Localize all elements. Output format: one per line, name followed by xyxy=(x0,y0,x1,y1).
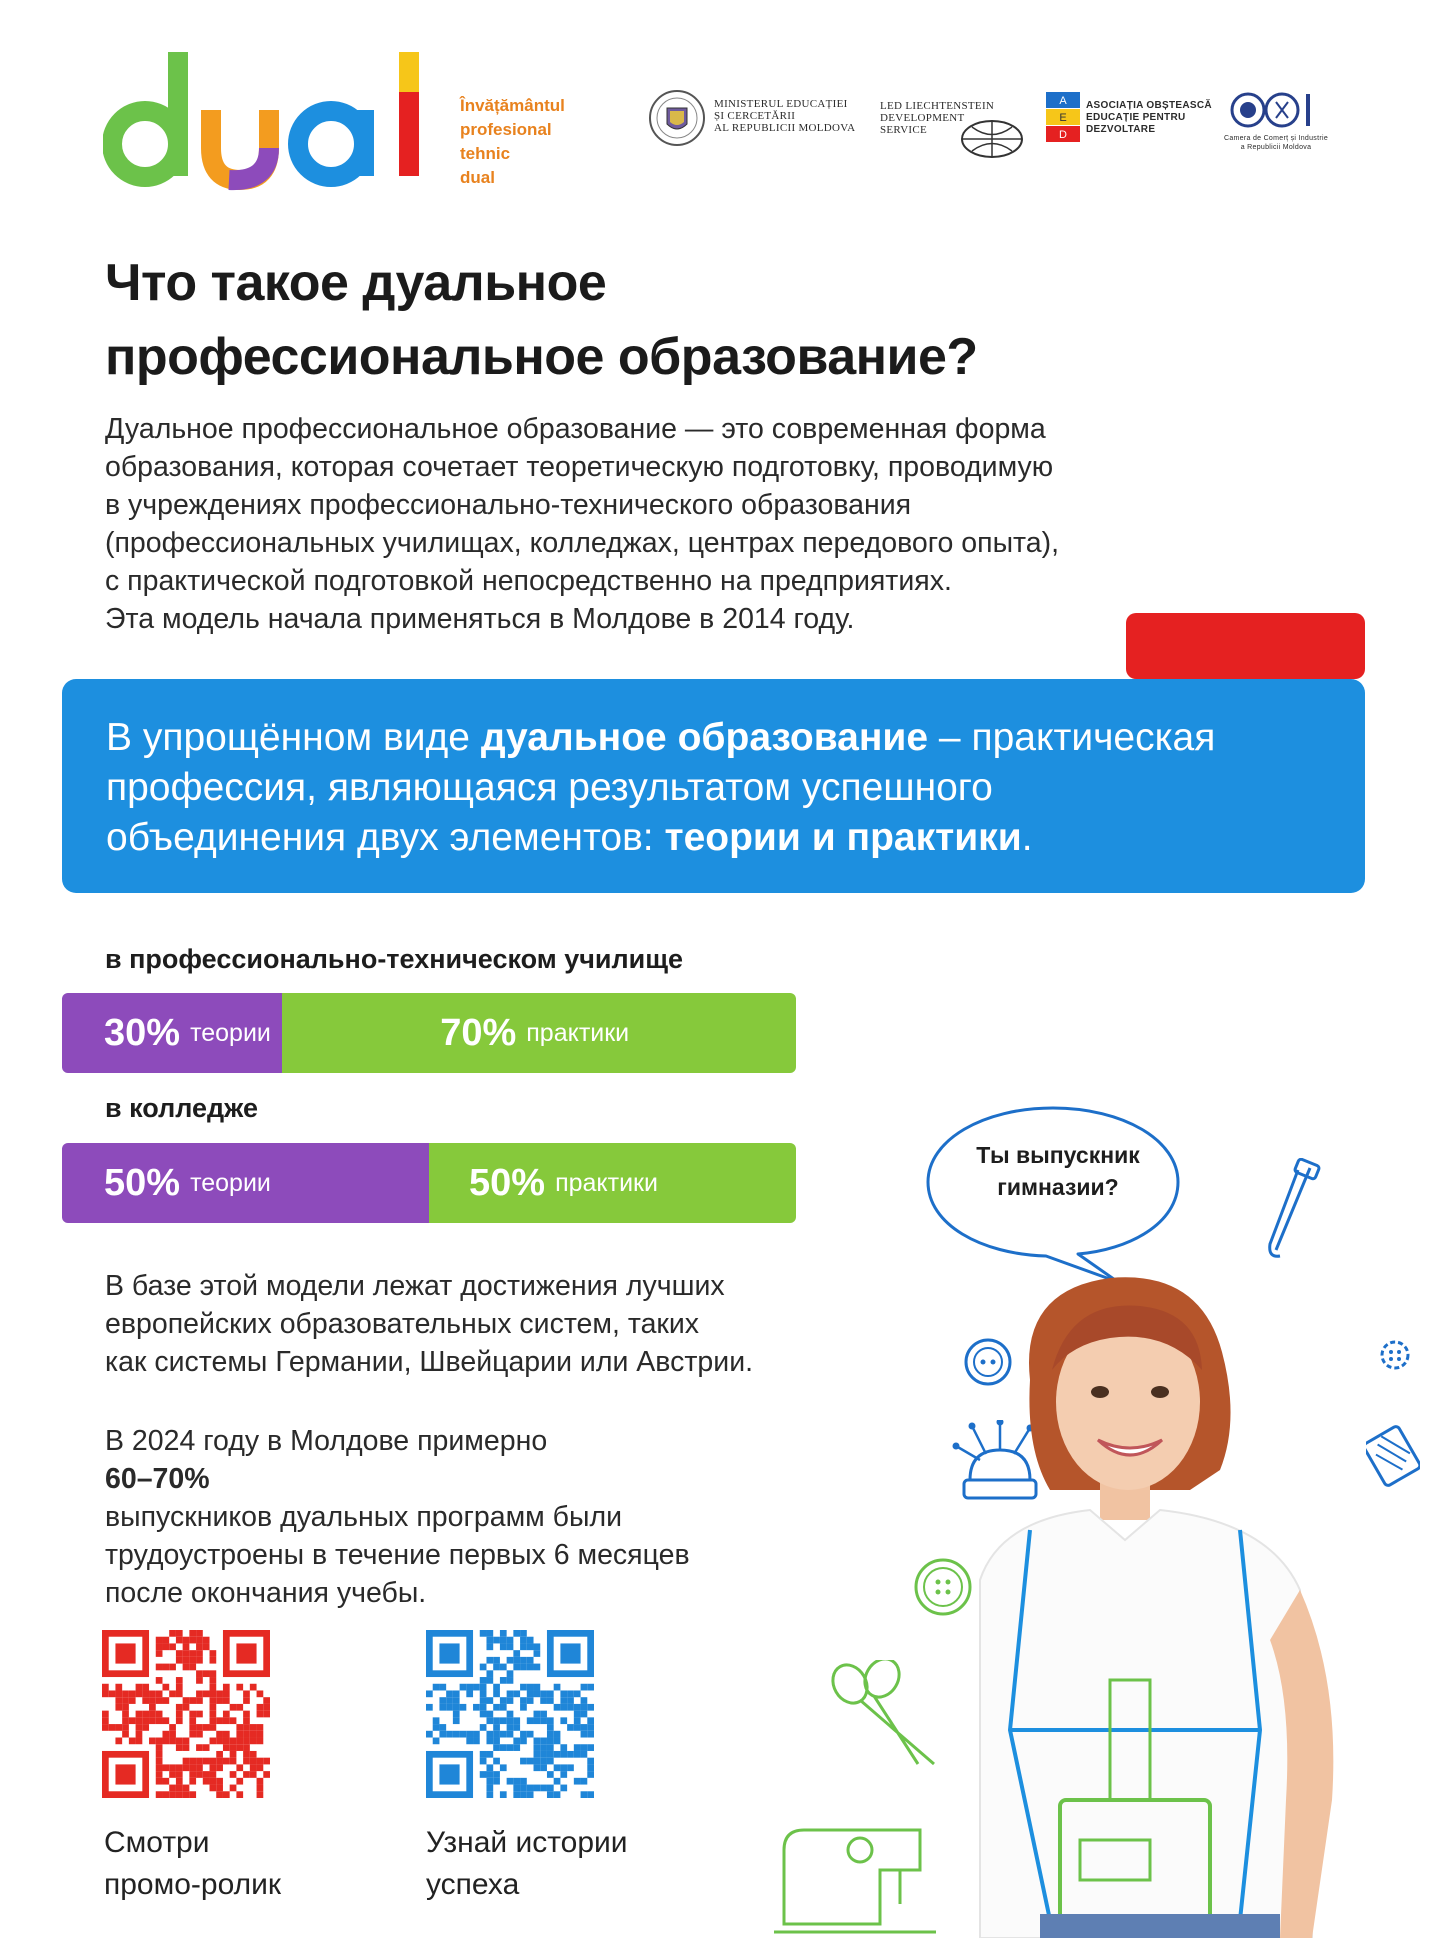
chamber-name: Camera de Comerț și Industrie a Republicii Moldova xyxy=(1224,135,1329,151)
practice-segment: 70% практики xyxy=(282,993,796,1073)
ministry-emblem-icon xyxy=(648,84,706,152)
ratio-bar-college xyxy=(62,1143,796,1223)
scissors-icon xyxy=(826,1660,946,1770)
student-illustration xyxy=(940,1260,1370,1938)
theory-segment: 30% теории xyxy=(62,993,282,1073)
svg-text:E: E xyxy=(1059,112,1067,124)
association-logo-icon xyxy=(1046,92,1080,142)
theory-segment: 50% теории xyxy=(62,1143,429,1223)
chamber-logo-icon xyxy=(1230,90,1322,130)
intro-paragraph: Дуальное профессиональное образование — это современная форма образования, которая сочетает теоретическую подготовку, проводимую в учреждениях профессионально-технического образования (профессиональных училищах, колледжах, центрах передового опыта), с практической подготовкой непосредственно на предприятиях. Эта модель начала применяться в Молдове в 2014 году. xyxy=(105,413,1060,635)
stats-paragraph: В 2024 году в Молдове примерно 60–70% выпускников дуальных программ были трудоустроены в течение первых 6 месяцев после окончания учебы. xyxy=(105,1425,690,1609)
led-name: LED LIECHTENSTEIN DEVELOPMENT SERVICE xyxy=(880,100,995,136)
model-paragraph: В базе этой модели лежат достижения лучших европейских образовательных систем, таких как системы Германии, Швейцарии или Австрии. xyxy=(105,1270,754,1378)
page-title: Что такое дуальное профессиональное образование? xyxy=(105,254,978,386)
ratio-heading-college: в колледже xyxy=(105,1093,258,1123)
highlight-box: В упрощённом виде дуальное образование – практическая профессия, являющаяся результатом успешного объединения двух элементов: теории и практики. xyxy=(62,679,1365,893)
qr-caption-stories: Узнай истории успеха xyxy=(426,1826,628,1901)
ratio-bar-school xyxy=(62,993,796,1073)
safety-pin-icon xyxy=(1262,1158,1332,1268)
sewing-machine-icon xyxy=(770,1820,940,1938)
svg-text:A: A xyxy=(1059,95,1067,107)
svg-text:D: D xyxy=(1059,129,1067,141)
ratio-heading-school: в профессионально-техническом училище xyxy=(105,944,684,974)
dual-logo xyxy=(103,22,443,192)
qr-caption-promo: Смотри промо-ролик xyxy=(104,1826,282,1901)
bubble-question: Ты выпускник гимназии? xyxy=(976,1142,1140,1200)
globe-logo-icon xyxy=(958,118,1026,160)
gear-icon xyxy=(1374,1334,1416,1376)
accent-tab xyxy=(1126,613,1365,679)
qr-code-stories[interactable] xyxy=(426,1630,594,1798)
ministry-name: MINISTERUL EDUCAȚIEI ȘI CERCETĂRII AL REPUBLICII MOLDOVA xyxy=(714,98,856,134)
practice-segment: 50% практики xyxy=(429,1143,796,1223)
association-name: ASOCIAȚIA OBȘTEASCĂ EDUCAȚIE PENTRU DEZVOLTARE xyxy=(1086,100,1212,135)
logo-tagline: Învățământul profesional tehnic dual xyxy=(460,96,565,187)
qr-code-promo[interactable] xyxy=(102,1630,270,1798)
thread-spool-icon xyxy=(1366,1424,1420,1488)
